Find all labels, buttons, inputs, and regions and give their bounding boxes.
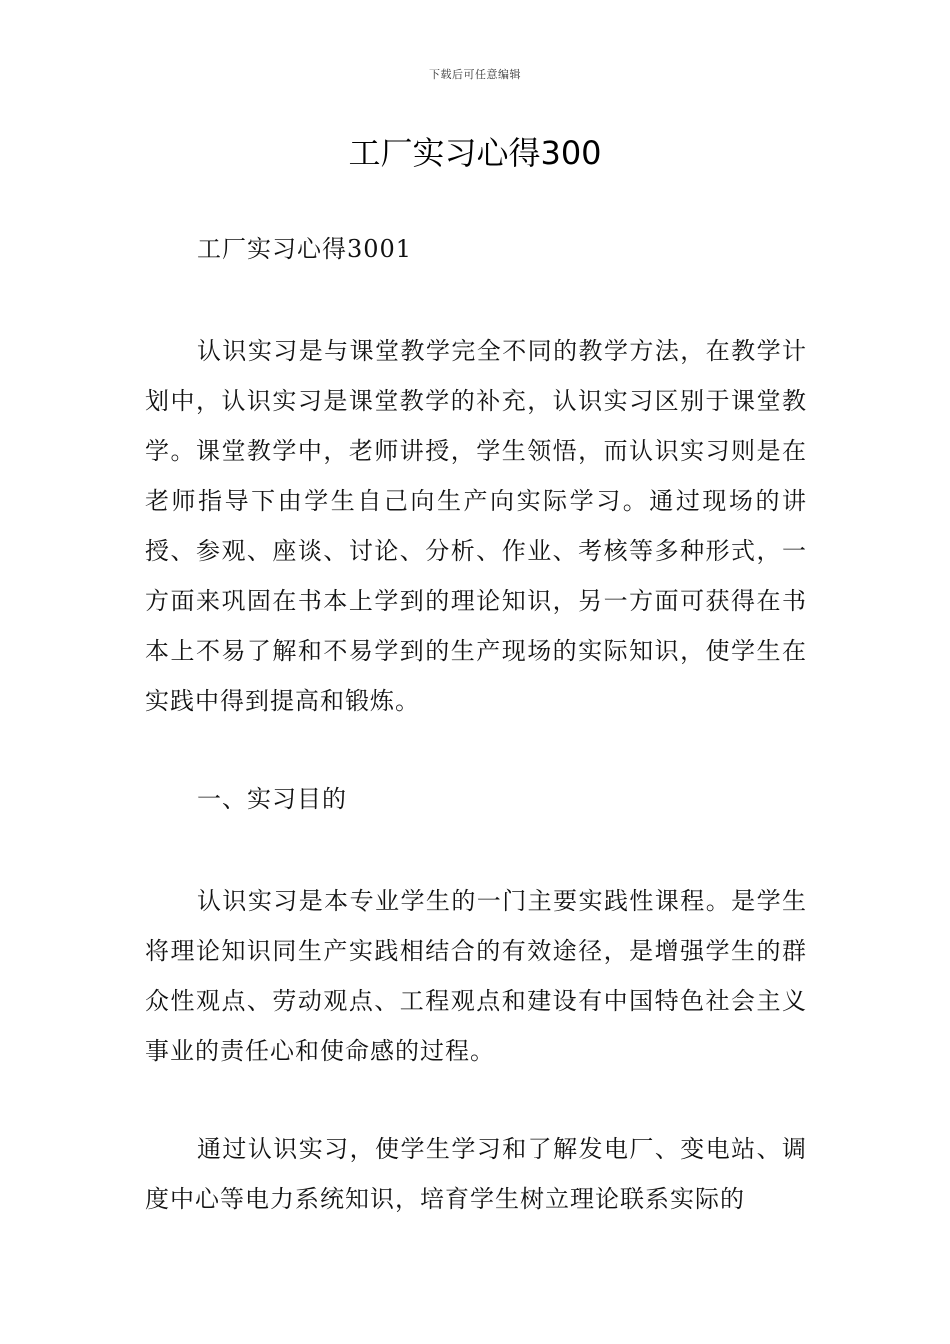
paragraph-purpose: 认识实习是本专业学生的一门主要实践性课程。是学生将理论知识同生产实践相结合的有效途径，是增强学生的群众性观点、劳动观点、工程观点和建设有中国特色社会主义事业的责任心和使命感的过程。 (145, 887, 807, 1065)
header-note: 下载后可任意编辑 (429, 68, 521, 81)
paragraph-learning: 通过认识实习，使学生学习和了解发电厂、变电站、调度中心等电力系统知识，培育学生树立理论联系实际的 (145, 1135, 807, 1213)
section-heading-purpose: 一、实习目的 (197, 785, 347, 813)
document-subtitle: 工厂实习心得3001 (197, 235, 413, 263)
document-title: 工厂实习心得300 (348, 134, 602, 172)
paragraph-intro: 认识实习是与课堂教学完全不同的教学方法，在教学计划中，认识实习是课堂教学的补充，认识实习区别于课堂教学。课堂教学中，老师讲授，学生领悟，而认识实习则是在老师指导下由学生自己向生产向实际学习。通过现场的讲授、参观、座谈、讨论、分析、作业、考核等多种形式，一方面来巩固在书本上学到的理论知识，另一方面可获得在书本上不易了解和不易学到的生产现场的实际知识，使学生在实践中得到提高和锻炼。 (145, 337, 807, 715)
document-body (145, 224, 807, 1224)
